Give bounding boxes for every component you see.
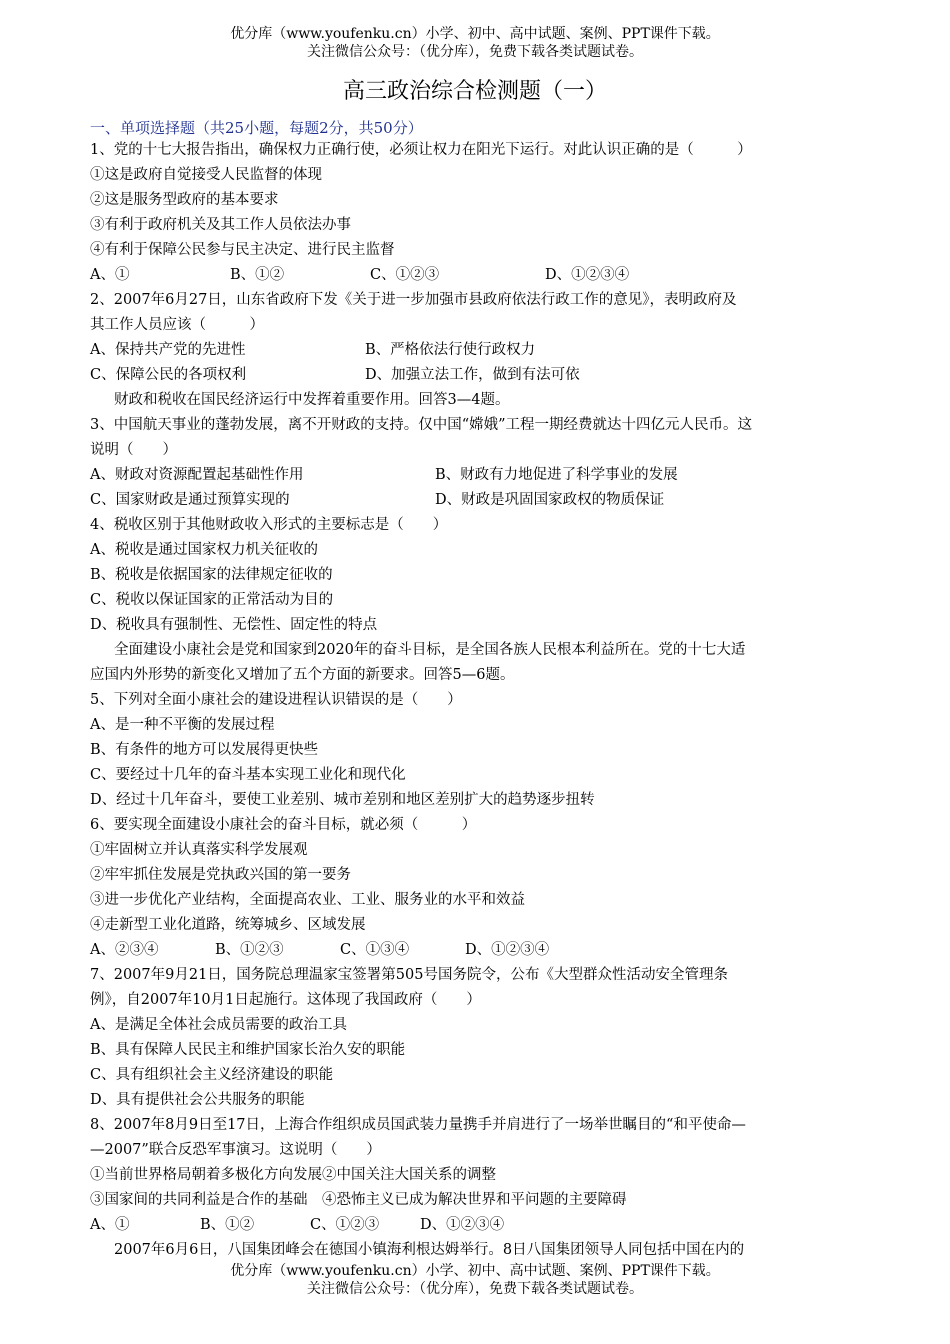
option-a: A、税收是通过国家权力机关征收的: [90, 542, 318, 558]
option-a: A、保持共产党的先进性: [90, 342, 246, 358]
option-d: D、①②③④: [420, 1217, 505, 1233]
question-3-stem-cont: 说明（ ）: [90, 442, 177, 458]
passage-intro-5-6-cont: 应国内外形势的新变化又增加了五个方面的新要求。回答5—6题。: [90, 667, 515, 683]
option-d: D、具有提供社会公共服务的职能: [90, 1092, 305, 1108]
question-8-options: [90, 1213, 865, 1238]
option-b: B、有条件的地方可以发展得更快些: [90, 742, 319, 758]
question-6-item: ①牢固树立并认真落实科学发展观: [90, 842, 308, 858]
question-1-item: ④有利于保障公民参与民主决定、进行民主监督: [90, 242, 395, 258]
question-3-options: [90, 488, 865, 513]
option-b: B、具有保障人民民主和维护国家长治久安的职能: [90, 1042, 406, 1058]
passage-intro-3-4: 财政和税收在国民经济运行中发挥着重要作用。回答3—4题。: [114, 392, 510, 408]
option-d: D、①②③④: [545, 267, 630, 283]
passage-intro-next: 2007年6月6日，八国集团峰会在德国小镇海利根达姆举行。8日八国集团领导人同包括中国在内的: [114, 1242, 745, 1258]
question-2-stem: 2、2007年6月27日，山东省政府下发《关于进一步加强市县政府依法行政工作的意见》，表明政府及: [90, 292, 737, 308]
option-c: C、要经过十几年的奋斗基本实现工业化和现代化: [90, 767, 406, 783]
page-footer: [0, 1262, 950, 1298]
option-b: B、①②: [200, 1217, 255, 1233]
option-a: A、是一种不平衡的发展过程: [90, 717, 275, 733]
option-d: D、财政是巩固国家政权的物质保证: [435, 492, 665, 508]
footer-line-2: 关注微信公众号：（优分库），免费下载各类试题试卷。: [307, 1281, 643, 1297]
question-2-options: [90, 363, 865, 388]
option-c: C、①③④: [340, 942, 410, 958]
option-d: D、税收具有强制性、无偿性、固定性的特点: [90, 617, 378, 633]
option-c: C、①②③: [310, 1217, 380, 1233]
option-a: A、是满足全体社会成员需要的政治工具: [90, 1017, 347, 1033]
question-3-stem: 3、中国航天事业的蓬勃发展，离不开财政的支持。仅中国“嫦娥”工程一期经费就达十四亿元人民币。这: [90, 417, 753, 433]
option-d: D、经过十几年奋斗，要使工业差别、城市差别和地区差别扩大的趋势逐步扭转: [90, 792, 595, 808]
option-c: C、保障公民的各项权利: [90, 367, 247, 383]
header-line-1: 优分库（www.youfenku.cn）小学、初中、高中试题、案例、PPT课件下载。: [230, 26, 720, 42]
page-title: 高三政治综合检测题（一）: [342, 79, 607, 104]
question-7-stem: 7、2007年9月21日，国务院总理温家宝签署第505号国务院令，公布《大型群众性活动安全管理条: [90, 967, 728, 983]
option-b: B、财政有力地促进了科学事业的发展: [435, 467, 678, 483]
question-2-options: [90, 338, 865, 363]
question-6-item: ②牢牢抓住发展是党执政兴国的第一要务: [90, 867, 351, 883]
question-8-stem: 8、2007年8月9日至17日，上海合作组织成员国武装力量携手并肩进行了一场举世瞩目的“和平使命—: [90, 1117, 746, 1133]
option-b: B、税收是依据国家的法律规定征收的: [90, 567, 333, 583]
passage-intro-5-6: 全面建设小康社会是党和国家到2020年的奋斗目标，是全国各族人民根本利益所在。党的十七大适: [114, 642, 746, 658]
question-6-item: ③进一步优化产业结构，全面提高农业、工业、服务业的水平和效益: [90, 892, 525, 908]
option-b: B、严格依法行使行政权力: [365, 342, 536, 358]
option-d: D、①②③④: [465, 942, 550, 958]
option-b: B、①②③: [215, 942, 284, 958]
question-8-item: ③国家间的共同利益是合作的基础 ④恐怖主义已成为解决世界和平问题的主要障碍: [90, 1192, 627, 1208]
question-4-stem: 4、税收区别于其他财政收入形式的主要标志是（ ）: [90, 517, 448, 533]
option-a: A、①: [90, 267, 130, 283]
question-3-options: [90, 463, 865, 488]
exam-content: [90, 118, 865, 1263]
question-1-stem: 1、党的十七大报告指出，确保权力正确行使，必须让权力在阳光下运行。对此认识正确的是（ ）: [90, 142, 752, 158]
option-b: B、①②: [230, 267, 285, 283]
option-a: A、②③④: [90, 942, 159, 958]
question-6-stem: 6、要实现全面建设小康社会的奋斗目标，就必须（ ）: [90, 817, 477, 833]
question-8-item: ①当前世界格局朝着多极化方向发展②中国关注大国关系的调整: [90, 1167, 496, 1183]
option-c: C、税收以保证国家的正常活动为目的: [90, 592, 334, 608]
question-1-item: ③有利于政府机关及其工作人员依法办事: [90, 217, 351, 233]
question-2-stem-cont: 其工作人员应该（ ）: [90, 317, 264, 333]
question-6-options: [90, 938, 865, 963]
page-header: [0, 25, 950, 61]
question-8-stem-cont: —2007”联合反恐军事演习。这说明（ ）: [90, 1142, 381, 1158]
question-6-item: ④走新型工业化道路，统筹城乡、区域发展: [90, 917, 366, 933]
question-5-stem: 5、下列对全面小康社会的建设进程认识错误的是（ ）: [90, 692, 462, 708]
header-line-2: 关注微信公众号：（优分库），免费下载各类试题试卷。: [307, 44, 643, 60]
option-a: A、财政对资源配置起基础性作用: [90, 467, 304, 483]
option-d: D、加强立法工作，做到有法可依: [365, 367, 580, 383]
option-c: C、国家财政是通过预算实现的: [90, 492, 290, 508]
question-1-options: [90, 263, 865, 288]
footer-line-1: 优分库（www.youfenku.cn）小学、初中、高中试题、案例、PPT课件下载。: [230, 1263, 720, 1279]
question-7-stem-cont: 例》，自2007年10月1日起施行。这体现了我国政府（ ）: [90, 992, 481, 1008]
option-c: C、①②③: [370, 267, 440, 283]
section-heading: 一、单项选择题（共25小题，每题2分，共50分）: [90, 119, 423, 137]
question-1-item: ②这是服务型政府的基本要求: [90, 192, 279, 208]
option-c: C、具有组织社会主义经济建设的职能: [90, 1067, 334, 1083]
option-a: A、①: [90, 1217, 130, 1233]
question-1-item: ①这是政府自觉接受人民监督的体现: [90, 167, 322, 183]
